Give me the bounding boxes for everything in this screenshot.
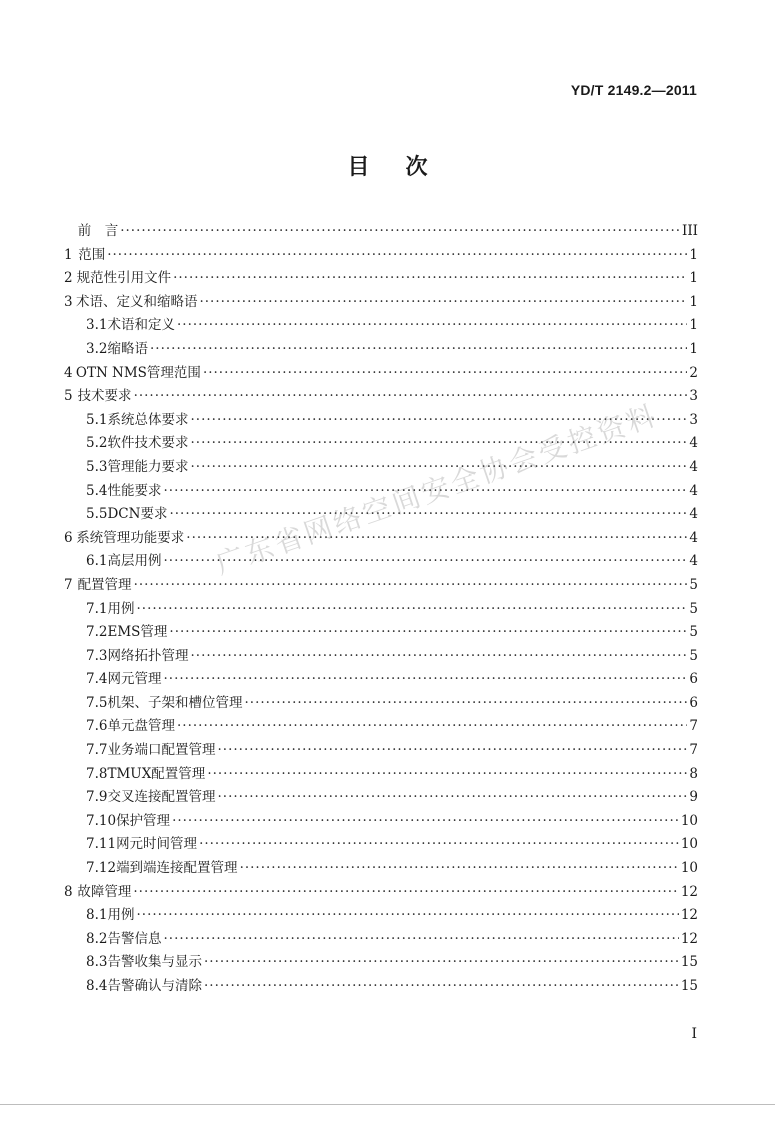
toc-entry[interactable]	[64, 598, 698, 622]
toc-entry-number: 7.1	[86, 600, 108, 617]
toc-entry-page: 5	[689, 576, 698, 593]
toc-entry-number: 6	[64, 529, 73, 546]
toc-entry-label: 规范性引用文件	[76, 270, 172, 287]
toc-leader-dots	[134, 574, 688, 598]
toc-entry-page: 4	[689, 529, 698, 546]
toc-entry-label: 术语和定义	[107, 317, 175, 334]
toc-entry-label: 告警信息	[107, 930, 162, 947]
toc-leader-dots	[107, 244, 687, 268]
toc-entry-label: 单元盘管理	[107, 718, 175, 735]
toc-entry-number: 7.2	[86, 624, 108, 641]
toc-entry-label: 网元时间管理	[116, 836, 198, 853]
toc-entry-label: 业务端口配置管理	[107, 742, 216, 759]
toc-entry-number: 3	[64, 293, 73, 310]
toc-entry-page: 7	[689, 718, 698, 735]
toc-leader-dots	[133, 881, 678, 905]
toc-entry-number: 3.1	[86, 317, 108, 334]
toc-entry-number: 7	[64, 576, 73, 593]
toc-entry-page: 6	[689, 671, 698, 688]
toc-entry-page: 5	[689, 647, 698, 664]
toc-entry[interactable]	[64, 314, 698, 338]
toc-entry-label: 范围	[78, 246, 106, 263]
toc-entry-number: 7.7	[86, 742, 108, 759]
toc-entry-label: 性能要求	[107, 482, 162, 499]
toc-entry-label: 用例	[107, 600, 135, 617]
toc-entry-label: 系统管理功能要求	[76, 529, 185, 546]
toc-entry-label: DCN要求	[107, 506, 168, 523]
page-number: I	[691, 1026, 697, 1042]
toc-entry[interactable]	[64, 833, 698, 857]
toc-entry-number: 5.2	[86, 435, 108, 452]
toc-entry-label: 告警收集与显示	[107, 954, 202, 971]
toc-entry-number: 3.2	[86, 340, 108, 357]
toc-leader-dots	[163, 668, 687, 692]
table-of-contents	[64, 220, 698, 999]
toc-leader-dots	[169, 621, 687, 645]
toc-entry[interactable]	[64, 951, 698, 975]
toc-entry-page: 3	[689, 411, 698, 428]
toc-leader-dots	[136, 904, 678, 928]
toc-entry[interactable]	[64, 692, 698, 716]
toc-entry-page: 4	[689, 458, 698, 475]
toc-entry[interactable]	[64, 857, 698, 881]
toc-leader-dots	[217, 786, 687, 810]
toc-entry-page: 4	[689, 553, 698, 570]
toc-leader-dots	[204, 975, 679, 999]
toc-leader-dots	[136, 598, 687, 622]
toc-entry-page: 1	[689, 270, 698, 287]
toc-entry-label: 机架、子架和槽位管理	[107, 694, 243, 711]
toc-entry-page: 12	[680, 907, 698, 924]
toc-entry-number: 8.3	[86, 954, 108, 971]
toc-entry-page: 5	[689, 624, 698, 641]
toc-entry[interactable]	[64, 456, 698, 480]
toc-entry-label: 系统总体要求	[107, 411, 189, 428]
toc-entry-number: 7.4	[86, 671, 108, 688]
toc-entry-page: 10	[680, 860, 698, 877]
watermark: 广东省网络空间安全协会受控资料	[211, 398, 663, 581]
toc-entry-page: 4	[689, 435, 698, 452]
toc-entry-label: 管理能力要求	[107, 458, 189, 475]
toc-entry[interactable]	[64, 550, 698, 574]
toc-entry-page: 4	[689, 482, 698, 499]
toc-entry-page: 4	[689, 506, 698, 523]
toc-entry-label: 告警确认与清除	[107, 978, 202, 994]
bottom-divider	[0, 1104, 775, 1105]
toc-entry-label: 前 言	[77, 223, 119, 239]
toc-entry[interactable]	[64, 810, 698, 834]
toc-leader-dots	[120, 220, 680, 244]
toc-leader-dots	[240, 857, 679, 881]
toc-entry-label: 故障管理	[77, 883, 132, 900]
toc-entry-number: 8.4	[86, 978, 108, 994]
toc-entry-label: 用例	[107, 907, 135, 924]
toc-entry-number: 1	[64, 246, 73, 263]
toc-entry[interactable]	[64, 362, 698, 386]
toc-entry-number: 8.1	[86, 907, 108, 924]
toc-entry-number: 8.2	[86, 930, 108, 947]
toc-entry[interactable]	[64, 975, 698, 999]
toc-entry-number: 7.9	[86, 789, 108, 806]
toc-leader-dots	[173, 267, 687, 291]
toc-leader-dots	[177, 715, 687, 739]
toc-entry-label: OTN NMS管理范围	[75, 364, 201, 381]
toc-leader-dots	[172, 810, 679, 834]
toc-entry-page: 12	[680, 930, 698, 947]
toc-entry-number: 7.5	[86, 694, 108, 711]
toc-entry-number: 7.8	[86, 765, 108, 782]
toc-entry-number: 5	[64, 388, 73, 405]
toc-entry[interactable]	[64, 220, 698, 244]
toc-leader-dots	[199, 833, 679, 857]
toc-title-char-1: 目	[347, 155, 370, 180]
toc-leader-dots	[203, 362, 687, 386]
toc-leader-dots	[177, 314, 687, 338]
toc-entry[interactable]	[64, 385, 698, 409]
toc-entry-page: 3	[689, 388, 698, 405]
toc-entry-page: 9	[689, 789, 698, 806]
toc-entry-label: 网络拓扑管理	[107, 647, 189, 664]
toc-entry-number: 6.1	[86, 553, 108, 570]
toc-entry-label: TMUX配置管理	[107, 765, 206, 782]
toc-entry[interactable]	[64, 668, 698, 692]
toc-entry-page: 5	[689, 600, 698, 617]
toc-leader-dots	[163, 928, 678, 952]
toc-entry-page: 12	[680, 883, 698, 900]
toc-entry-number: 4	[64, 364, 73, 381]
toc-entry[interactable]	[64, 645, 698, 669]
toc-entry-label: 端到端连接配置管理	[116, 860, 238, 877]
toc-entry-page: 1	[689, 293, 698, 310]
toc-entry[interactable]	[64, 527, 698, 551]
toc-entry[interactable]	[64, 244, 698, 268]
toc-entry-number: 5.4	[86, 482, 108, 499]
toc-entry-label: 技术要求	[77, 388, 132, 405]
toc-title-char-2: 次	[405, 155, 428, 180]
toc-entry-number: 2	[64, 270, 73, 287]
toc-entry-number: 5.5	[86, 506, 108, 523]
toc-leader-dots	[199, 291, 687, 315]
toc-entry-page: 15	[680, 978, 698, 994]
toc-entry[interactable]	[64, 763, 698, 787]
toc-entry-number: 5.1	[86, 411, 108, 428]
toc-leader-dots	[244, 692, 687, 716]
toc-entry-page: 1	[689, 246, 698, 263]
toc-entry-number: 7.11	[86, 836, 117, 853]
toc-entry-label: 缩略语	[107, 340, 148, 357]
toc-entry[interactable]	[64, 574, 698, 598]
toc-entry-number: 5.3	[86, 458, 108, 475]
toc-entry-page: 10	[680, 836, 698, 853]
toc-entry-page: 7	[689, 742, 698, 759]
toc-entry[interactable]	[64, 881, 698, 905]
toc-entry[interactable]	[64, 291, 698, 315]
toc-leader-dots	[217, 739, 687, 763]
toc-entry[interactable]	[64, 267, 698, 291]
toc-entry-label: EMS管理	[107, 624, 168, 641]
toc-entry-page: 2	[689, 364, 698, 381]
toc-entry-label: 交叉连接配置管理	[107, 789, 216, 806]
toc-entry-label: 网元管理	[107, 671, 162, 688]
toc-entry[interactable]	[64, 739, 698, 763]
toc-entry-page: 1	[689, 340, 698, 357]
toc-entry-label: 保护管理	[116, 812, 171, 829]
toc-entry[interactable]	[64, 715, 698, 739]
toc-entry-number: 7.3	[86, 647, 108, 664]
toc-leader-dots	[190, 645, 687, 669]
toc-title	[0, 150, 775, 181]
toc-leader-dots	[134, 385, 688, 409]
toc-entry-page: 15	[680, 954, 698, 971]
toc-entry-page: 6	[689, 694, 698, 711]
toc-entry-number: 7.12	[86, 860, 117, 877]
toc-entry-number: 7.6	[86, 718, 108, 735]
toc-entry-number: 8	[64, 883, 73, 900]
toc-entry[interactable]	[64, 904, 698, 928]
toc-entry[interactable]	[64, 338, 698, 362]
toc-entry-label: 软件技术要求	[107, 435, 189, 452]
toc-entry[interactable]	[64, 621, 698, 645]
document-code: YD/T 2149.2—2011	[570, 82, 697, 98]
toc-leader-dots	[204, 951, 679, 975]
toc-entry-number: 7.10	[86, 812, 117, 829]
toc-entry-label: 高层用例	[107, 553, 162, 570]
toc-entry-page: III	[682, 223, 698, 239]
toc-entry-label: 术语、定义和缩略语	[75, 293, 198, 310]
toc-entry-page: 8	[689, 765, 698, 782]
toc-entry[interactable]	[64, 786, 698, 810]
toc-entry[interactable]	[64, 928, 698, 952]
toc-entry-page: 10	[680, 812, 698, 829]
toc-entry-label: 配置管理	[77, 576, 132, 593]
toc-leader-dots	[207, 763, 687, 787]
toc-leader-dots	[150, 338, 687, 362]
toc-entry-page: 1	[689, 317, 698, 334]
